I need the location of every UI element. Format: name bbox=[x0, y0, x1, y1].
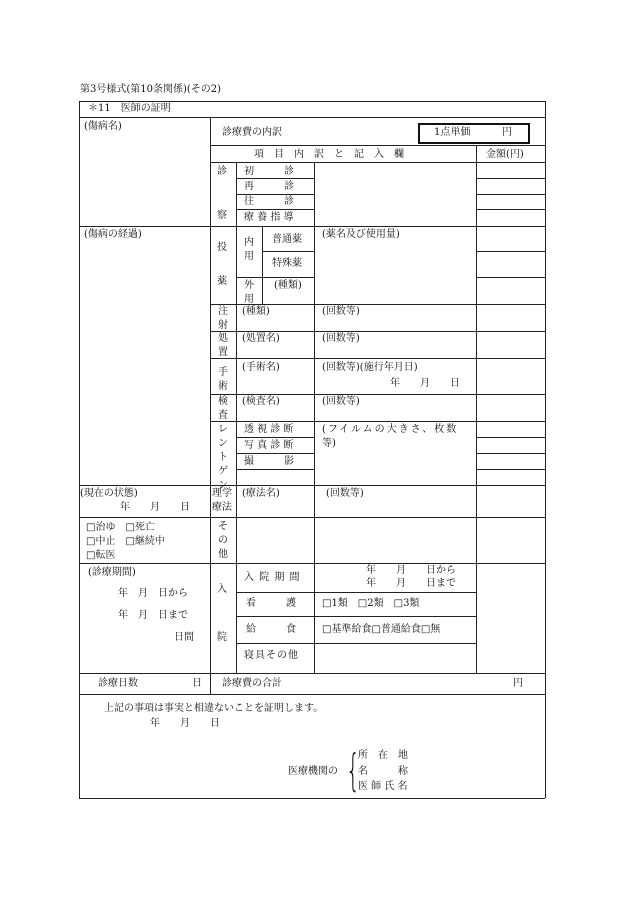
total-unit: 円 bbox=[513, 678, 523, 689]
outcome-row-2[interactable]: □中止 □継続中 bbox=[86, 536, 165, 547]
exam-home-visit: 往 診 bbox=[244, 196, 294, 207]
institution-label: 医療機関の bbox=[288, 766, 338, 777]
exam-group-label-2: 察 bbox=[217, 210, 227, 221]
xray-imaging: 撮 影 bbox=[244, 456, 294, 467]
treatment-count: (回数等) bbox=[322, 333, 360, 344]
inspection-label: 検査 bbox=[218, 396, 228, 421]
nursing-options[interactable]: □1類 □2類 □3類 bbox=[322, 598, 420, 609]
course-label: (傷病の経過) bbox=[84, 229, 142, 240]
therapy-count: (回数等) bbox=[326, 488, 364, 499]
inpatient-period-to: 年 月 日まで bbox=[366, 578, 456, 589]
treatment-label: 処置 bbox=[218, 333, 228, 358]
med-group-label-2: 薬 bbox=[217, 276, 227, 287]
period-from: 年 月 日から bbox=[118, 588, 188, 599]
inpatient-period-label: 入 院 期 間 bbox=[244, 572, 301, 583]
xray-note-2: 等) bbox=[322, 438, 336, 449]
section-title: ＊11 医師の証明 bbox=[88, 103, 171, 114]
surgery-name: (手術名) bbox=[242, 362, 280, 373]
form-title: 第3号様式(第10条関係)(その2) bbox=[80, 84, 222, 95]
treatment-days-label: 診療日数 bbox=[98, 678, 138, 689]
institution-name: 名 称 bbox=[358, 766, 408, 777]
exam-initial: 初 診 bbox=[244, 166, 294, 177]
other-label: その他 bbox=[218, 521, 228, 560]
col-amount-header: 金額(円) bbox=[486, 149, 524, 160]
med-special: 特殊薬 bbox=[272, 258, 302, 269]
injection-label: 注射 bbox=[218, 306, 228, 331]
inpatient-label-2: 院 bbox=[217, 632, 227, 643]
col-items-header: 項 目 内 訳 と 記 入 欄 bbox=[254, 149, 404, 160]
disease-name-label: (傷病名) bbox=[84, 121, 122, 132]
surgery-label: 手術 bbox=[218, 367, 228, 392]
treatment-days-unit: 日 bbox=[192, 678, 202, 689]
outcome-row-1[interactable]: □治ゆ □死亡 bbox=[86, 522, 155, 533]
exam-guidance: 療 養 指 導 bbox=[244, 212, 294, 223]
injection-count: (回数等) bbox=[322, 306, 360, 317]
doctor-name: 医 師 氏 名 bbox=[358, 781, 408, 792]
treatment-name: (処置名) bbox=[242, 333, 280, 344]
total-label: 診療費の合計 bbox=[222, 678, 282, 689]
meal-label: 給 食 bbox=[246, 624, 296, 635]
certification-statement: 上記の事項は事実と相違ないことを証明します。 bbox=[104, 703, 324, 714]
state-date: 年 月 日 bbox=[120, 502, 190, 513]
bedding-label: 寝具その他 bbox=[244, 650, 299, 661]
outcome-row-3[interactable]: □転医 bbox=[86, 550, 116, 561]
med-external: 外用 bbox=[244, 280, 254, 305]
certification-date: 年 月 日 bbox=[150, 718, 220, 729]
breakdown-title: 診療費の内訳 bbox=[222, 127, 282, 138]
xray-note-1: (フイルムの大きさ、枚数 bbox=[322, 424, 459, 435]
institution-address: 所 在 地 bbox=[358, 750, 408, 761]
med-regular: 普通薬 bbox=[272, 234, 302, 245]
xray-fluoroscopy: 透 視 診 断 bbox=[244, 424, 294, 435]
med-group-label-1: 投 bbox=[217, 242, 227, 253]
meal-options[interactable]: □基準給食□普通給食□無 bbox=[322, 624, 441, 635]
xray-photo: 写 真 診 断 bbox=[244, 440, 294, 451]
current-state-label: (現在の状態) bbox=[80, 488, 138, 499]
therapy-name: (療法名) bbox=[242, 488, 280, 499]
period-days: 日間 bbox=[174, 632, 194, 643]
med-kind: (種類) bbox=[274, 280, 302, 291]
med-drug-note: (薬名及び使用量) bbox=[322, 229, 400, 240]
therapy-label-2: 療法 bbox=[212, 502, 232, 513]
period-to: 年 月 日まで bbox=[118, 610, 188, 621]
therapy-label-1: 理学 bbox=[212, 488, 232, 499]
surgery-count: (回数等)(施行年月日) bbox=[322, 362, 418, 373]
surgery-date: 年 月 日 bbox=[390, 378, 460, 389]
inspection-name: (検査名) bbox=[242, 396, 280, 407]
inpatient-period-from: 年 月 日から bbox=[366, 565, 456, 576]
med-internal: 内用 bbox=[244, 237, 254, 262]
exam-revisit: 再 診 bbox=[244, 181, 294, 192]
exam-group-label-1: 診 bbox=[217, 166, 227, 177]
brace-icon: { bbox=[346, 745, 360, 796]
unit-price-yen: 円 bbox=[502, 127, 512, 138]
xray-label: レントゲン bbox=[218, 424, 228, 491]
nursing-label: 看 護 bbox=[246, 598, 296, 609]
inspection-count: (回数等) bbox=[322, 396, 360, 407]
injection-kind: (種類) bbox=[242, 306, 270, 317]
inpatient-label-1: 入 bbox=[217, 584, 227, 595]
unit-price-label: 1点単価 bbox=[434, 127, 471, 138]
period-label: (診療期間) bbox=[88, 567, 136, 578]
